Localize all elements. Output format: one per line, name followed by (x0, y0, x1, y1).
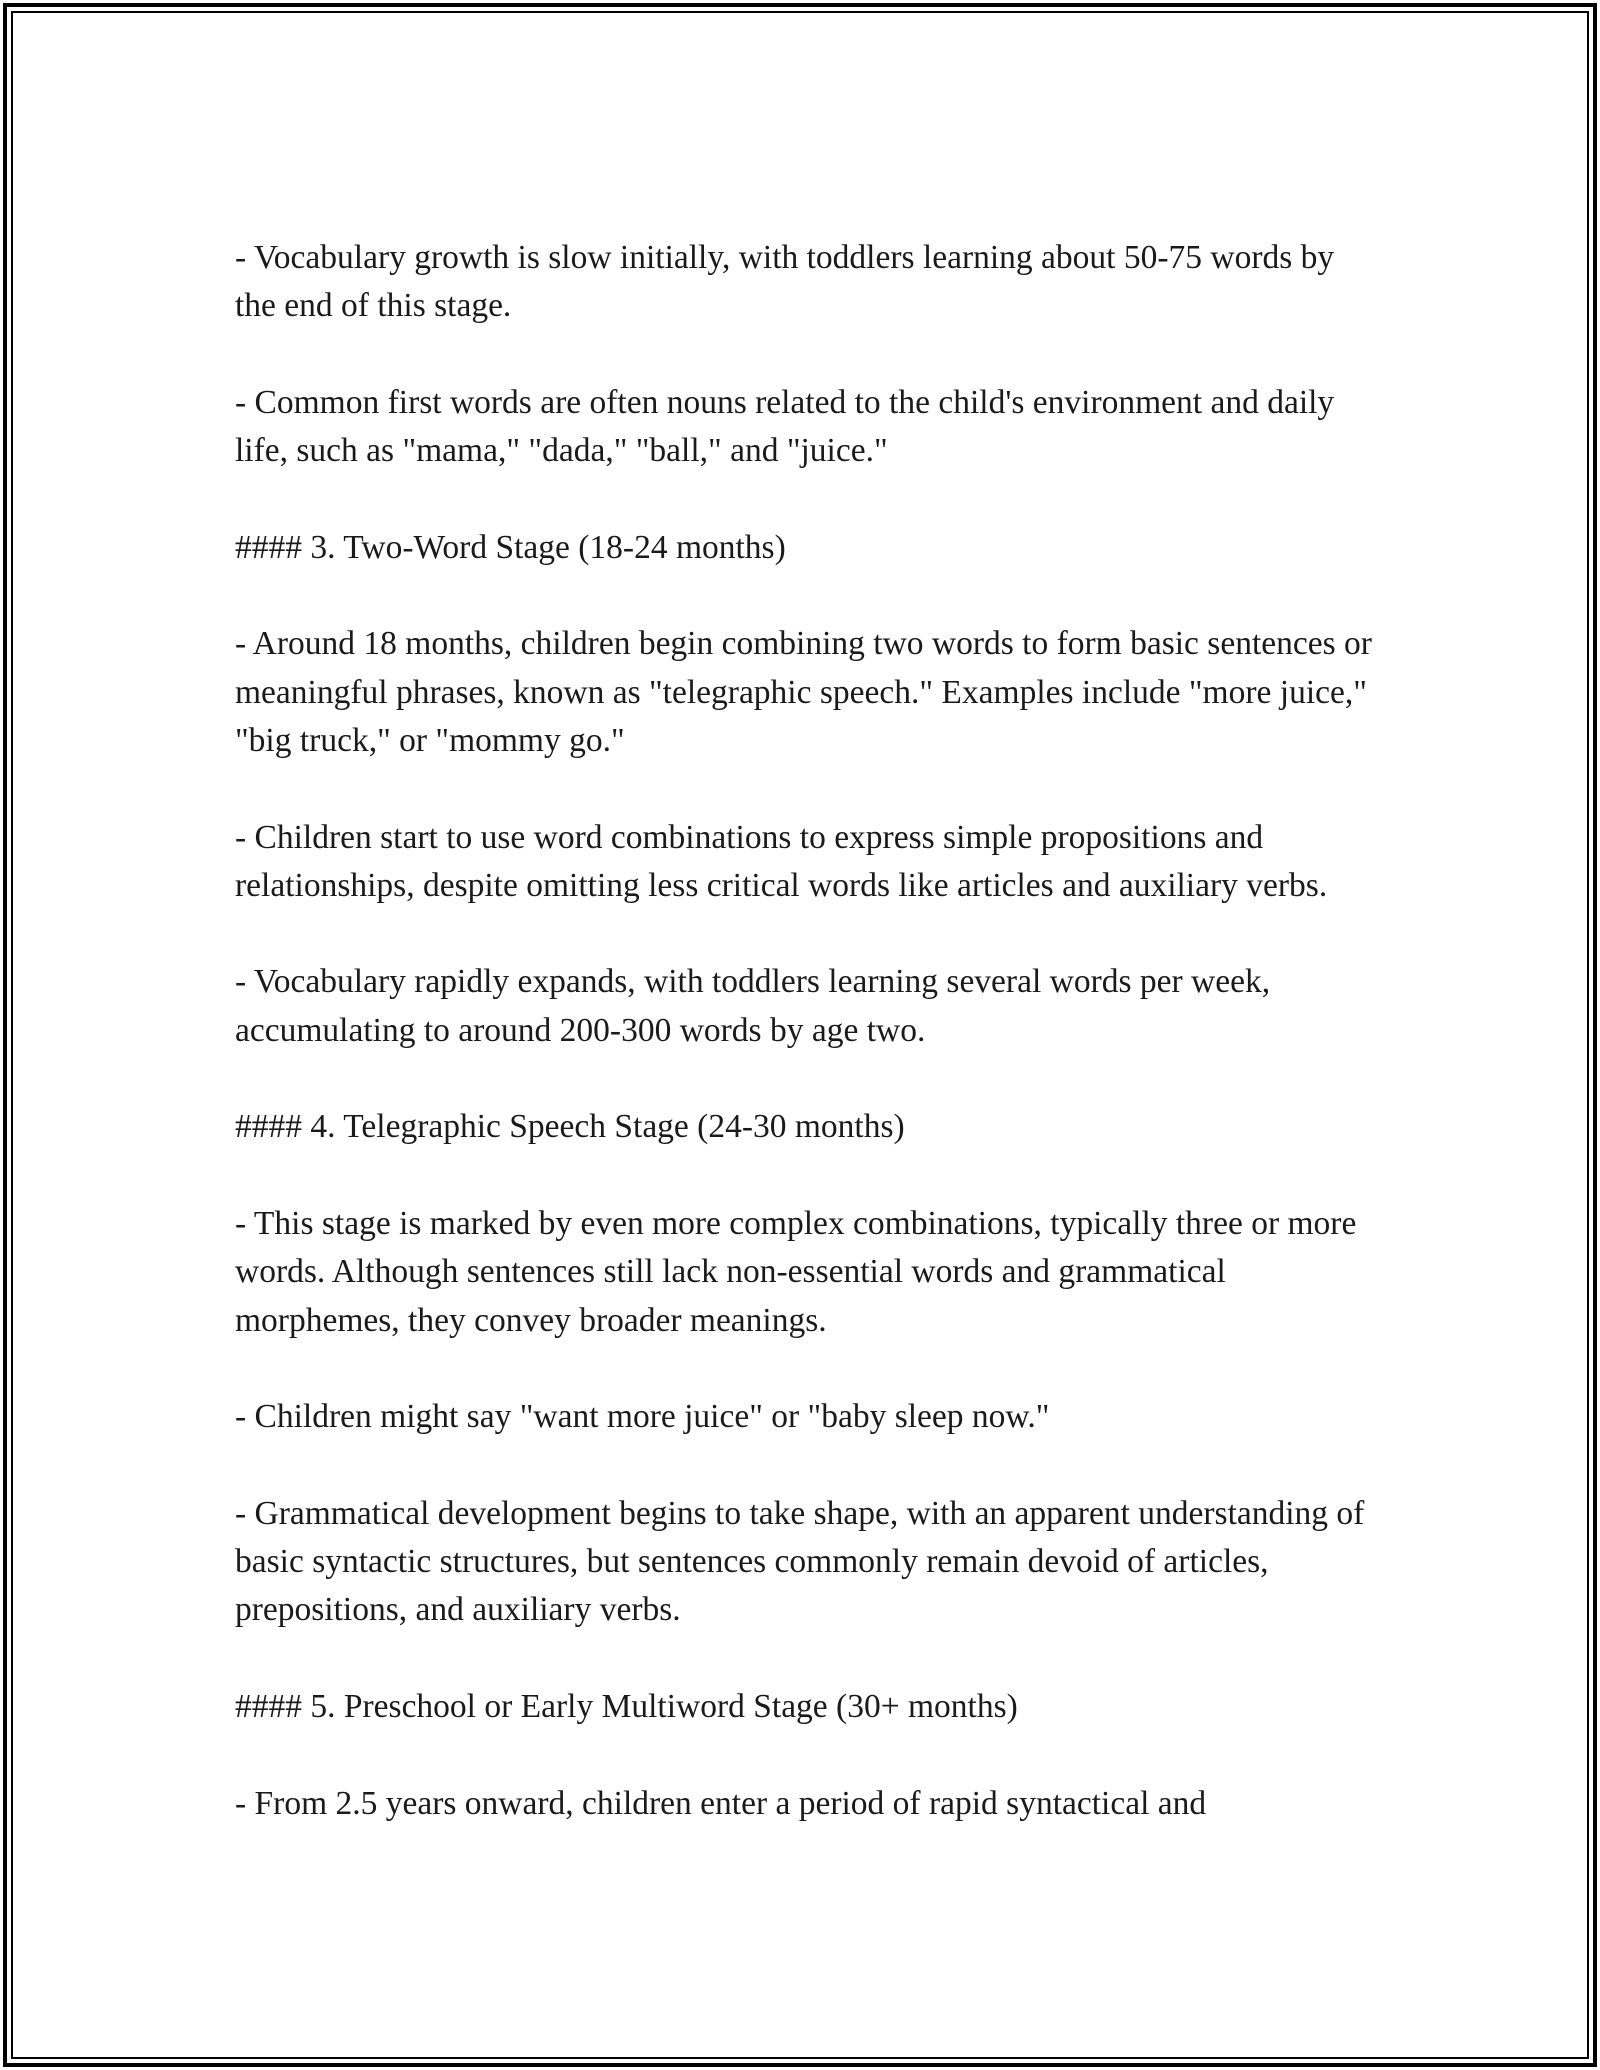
heading-two-word-stage: #### 3. Two-Word Stage (18-24 months) (235, 528, 786, 566)
bullet-vocabulary-growth: - Vocabulary growth is slow initially, with toddlers learning about 50-75 words by the end of this stage. (235, 239, 1335, 325)
bullet-around-18-months: - Around 18 months, children begin combining two words to form basic sentences or meaningful phrases, known as "telegraphic speech." Examples include "more juice," "big truck," or "mommy go." (235, 625, 1372, 759)
bullet-grammatical-development: - Grammatical development begins to take shape, with an apparent understanding of basic syntactic structures, but sentences commonly remain devoid of articles, prepositions, and auxiliary verbs. (235, 1494, 1365, 1629)
bullet-vocabulary-expands: - Vocabulary rapidly expands, with toddlers learning several words per week, accumulating to around 200-300 words by age two. (235, 963, 1271, 1049)
bullet-from-2-5-years: - From 2.5 years onward, children enter a period of rapid syntactical and (235, 1784, 1207, 1822)
document-body (235, 234, 1380, 1828)
bullet-common-first-words: - Common first words are often nouns related to the child's environment and daily life, such as "mama," "dada," "ball," and "juice." (235, 383, 1335, 470)
bullet-word-combinations: - Children start to use word combinations to express simple propositions and relationships, despite omitting less critical words like articles and auxiliary verbs. (235, 818, 1328, 904)
heading-preschool-stage: #### 5. Preschool or Early Multiword Stage (30+ months) (235, 1687, 1018, 1725)
bullet-complex-combinations: - This stage is marked by even more complex combinations, typically three or more words. Although sentences still lack non-essential words and grammatical morphemes, they convey broader meanings. (235, 1204, 1357, 1339)
heading-telegraphic-speech-stage: #### 4. Telegraphic Speech Stage (24-30 months) (235, 1108, 905, 1146)
bullet-children-might-say: - Children might say "want more juice" or "baby sleep now." (235, 1398, 1050, 1436)
